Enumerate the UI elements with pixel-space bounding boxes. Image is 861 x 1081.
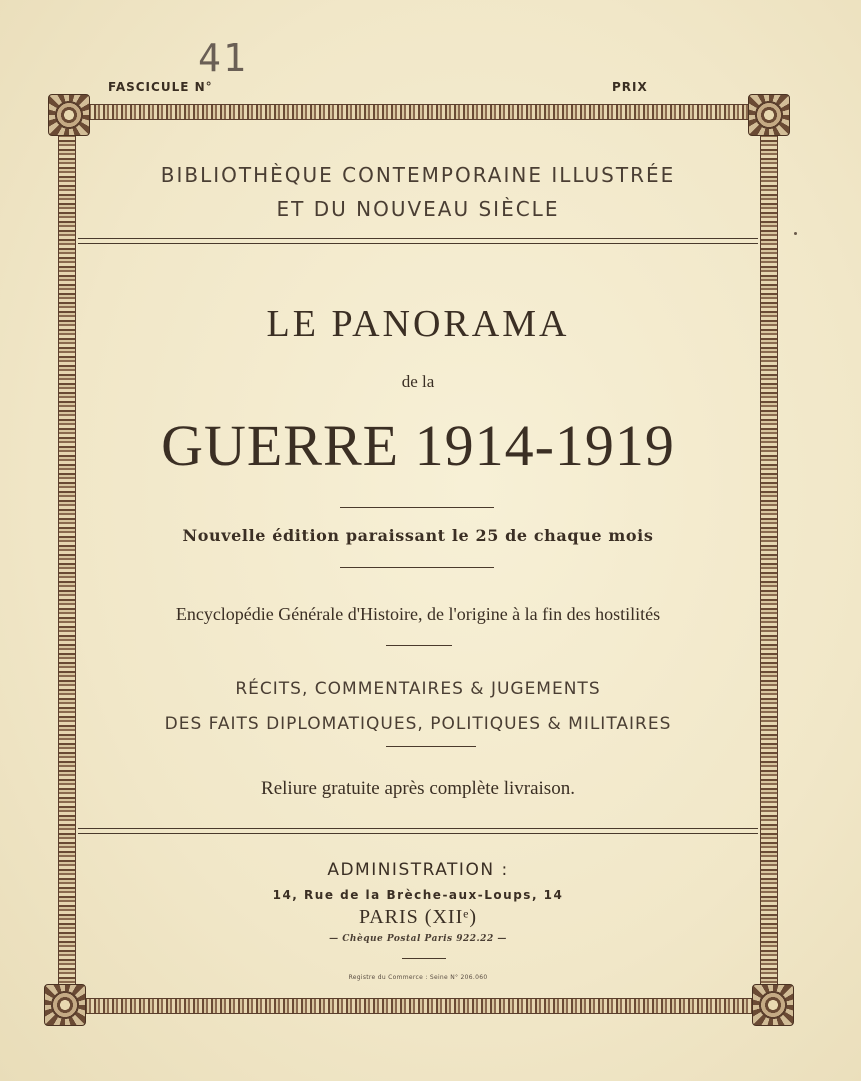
ornamental-border-left (58, 104, 76, 1012)
administration-label: ADMINISTRATION : (327, 860, 509, 880)
cheque-postal: — Chèque Postal Paris 922.22 — (329, 934, 507, 944)
encyclopedia-subtitle: Encyclopédie Générale d'Histoire, de l'origine à la fin des hostilités (175, 604, 661, 624)
divider-rule (386, 645, 452, 646)
corner-ornament-icon (752, 984, 794, 1026)
paper-speck (794, 232, 797, 235)
main-title-line1: LE PANORAMA (266, 303, 570, 345)
series-title (80, 158, 756, 226)
corner-ornament-icon (748, 94, 790, 136)
divider-rule (386, 746, 476, 747)
divider-double-rule (78, 828, 758, 834)
administration-city: PARIS (XIIᵉ) (358, 906, 478, 928)
divider-rule (340, 567, 494, 568)
series-title-line2: ET DU NOUVEAU SIÈCLE (276, 197, 560, 221)
registre-commerce: Registre du Commerce : Seine N° 206.060 (348, 974, 488, 981)
divider-double-rule (78, 238, 758, 244)
administration-address: 14, Rue de la Brèche-aux-Loups, 14 (272, 888, 564, 902)
recits-line1: RÉCITS, COMMENTAIRES & JUGEMENTS (235, 679, 601, 699)
fascicule-label: FASCICULE N° (108, 80, 213, 94)
prix-label: PRIX (612, 80, 648, 94)
fascicule-number: 41 (198, 36, 248, 80)
recits-line2: DES FAITS DIPLOMATIQUES, POLITIQUES & MILITAIRES (164, 714, 672, 734)
edition-note: Nouvelle édition paraissant le 25 de chaque mois (182, 526, 654, 545)
series-title-line1: BIBLIOTHÈQUE CONTEMPORAINE ILLUSTRÉE (160, 163, 676, 187)
recits-block (80, 672, 756, 742)
ornamental-border-top (58, 104, 784, 120)
corner-ornament-icon (48, 94, 90, 136)
main-title-line2: GUERRE 1914-1919 (161, 413, 675, 478)
divider-rule (402, 958, 446, 959)
reliure-note: Reliure gratuite après complète livraison. (261, 778, 575, 799)
divider-rule (340, 507, 494, 508)
corner-ornament-icon (44, 984, 86, 1026)
main-title-connector: de la (401, 372, 435, 391)
ornamental-border-right (760, 104, 778, 1012)
ornamental-border-bottom (58, 998, 784, 1014)
